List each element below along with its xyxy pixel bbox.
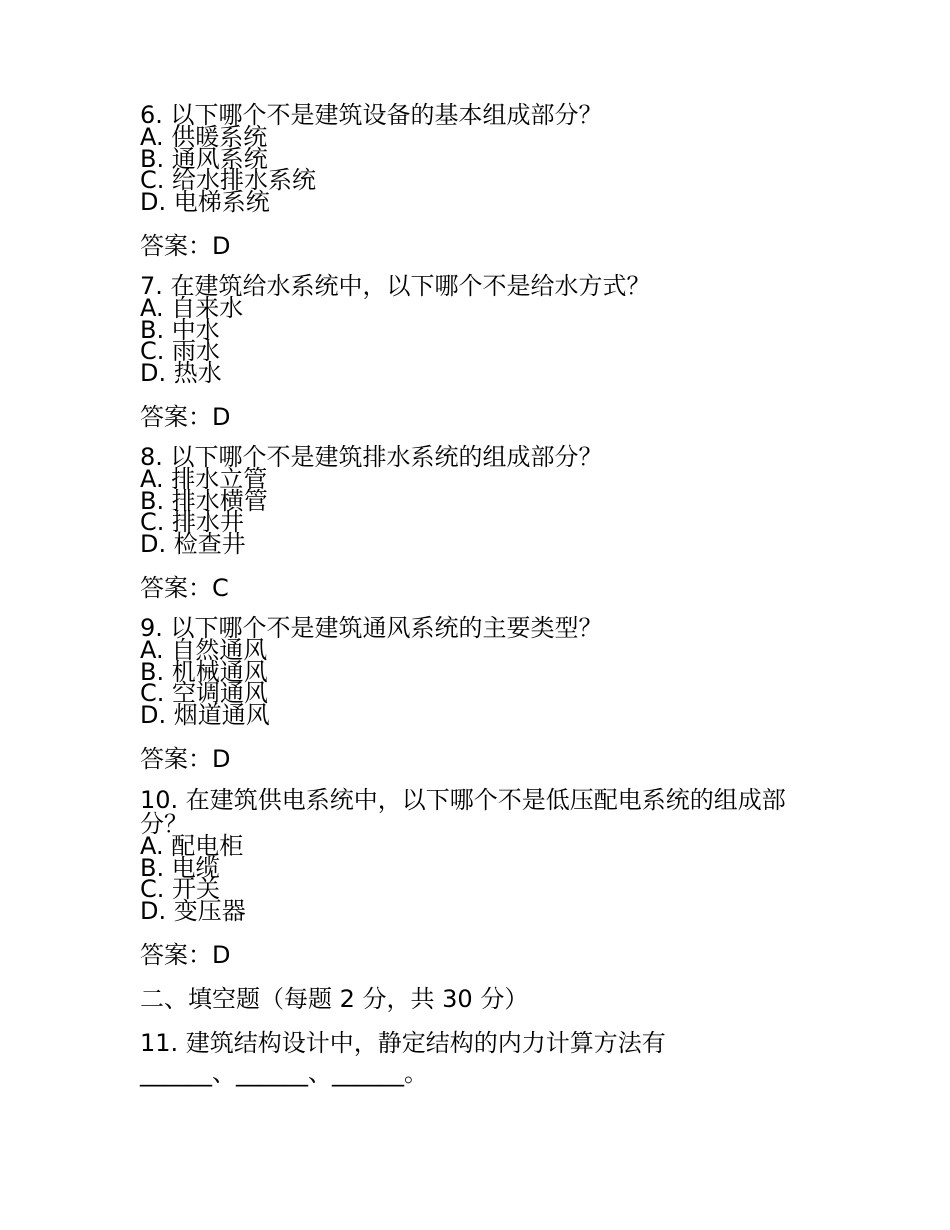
option-b: B. 排水横管	[140, 486, 268, 515]
option-d: D. 热水	[140, 358, 222, 387]
option-c: C. 雨水	[140, 337, 221, 365]
answer: 答案：D	[140, 745, 231, 773]
option-c: C. 给水排水系统	[140, 166, 317, 194]
question-10	[140, 788, 820, 970]
answer: 答案：D	[140, 941, 231, 969]
option-c: C. 开关	[140, 875, 221, 903]
answer: 答案：D	[140, 232, 231, 260]
option-b: B. 机械通风	[140, 657, 268, 686]
question-title: 8. 以下哪个不是建筑排水系统的组成部分？	[140, 443, 603, 471]
question-9	[140, 614, 820, 774]
question-title-line1: 10. 在建筑供电系统中，以下哪个不是低压配电系统的组成部	[140, 786, 786, 814]
section-title: 二、填空题（每题 2 分，共 30 分）	[140, 985, 529, 1013]
question-title-line2: 分？	[140, 810, 188, 838]
option-d: D. 电梯系统	[140, 187, 270, 216]
option-a: A. 排水立管	[140, 465, 268, 493]
option-d: D. 检查井	[140, 529, 246, 558]
question-title: 9. 以下哪个不是建筑通风系统的主要类型？	[140, 614, 603, 642]
question-8	[140, 443, 820, 603]
fill-question-blanks: ______、______、______。	[140, 1059, 428, 1087]
option-d: D. 变压器	[140, 896, 246, 925]
fill-question-line1: 11. 建筑结构设计中，静定结构的内力计算方法有	[140, 1029, 666, 1057]
question-7	[140, 272, 820, 432]
option-a: A. 配电柜	[140, 832, 244, 860]
option-b: B. 电缆	[140, 853, 220, 882]
option-b: B. 通风系统	[140, 144, 268, 173]
option-a: A. 自来水	[140, 294, 244, 322]
option-a: A. 自然通风	[140, 636, 268, 664]
option-d: D. 烟道通风	[140, 700, 270, 729]
question-6	[140, 101, 820, 261]
option-c: C. 排水井	[140, 508, 245, 536]
option-b: B. 中水	[140, 315, 220, 344]
question-11	[140, 1028, 820, 1088]
document-page	[140, 101, 820, 1088]
answer: 答案：C	[140, 574, 229, 602]
question-title: 7. 在建筑给水系统中，以下哪个不是给水方式？	[140, 272, 651, 300]
question-title: 6. 以下哪个不是建筑设备的基本组成部分？	[140, 101, 603, 129]
option-a: A. 供暖系统	[140, 123, 268, 151]
answer: 答案：D	[140, 403, 231, 431]
option-c: C. 空调通风	[140, 679, 269, 707]
